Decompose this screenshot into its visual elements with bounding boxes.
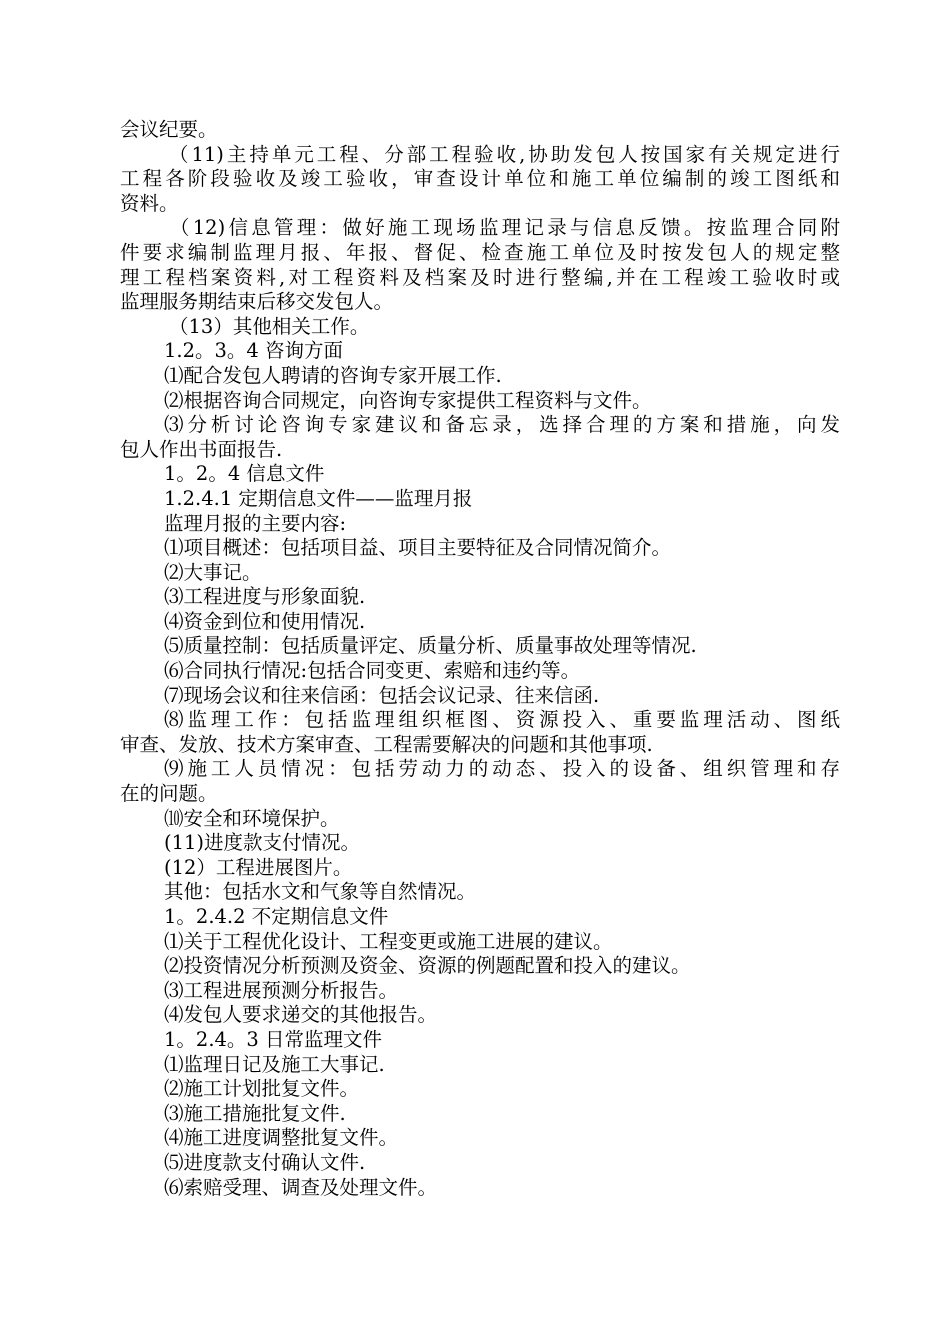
list-item: 包人作出书面报告. [120, 437, 283, 461]
list-item: ⑵施工计划批复文件。 [164, 1077, 360, 1101]
list-item: ⑻监理工作：包括监理组织框图、资源投入、重要监理活动、图纸 [164, 708, 840, 732]
paragraph-line: 工程各阶段验收及竣工验收，审查设计单位和施工单位编制的竣工图纸和 [120, 167, 840, 191]
list-item: ⑶工程进度与形象面貌. [164, 585, 366, 609]
paragraph-line: 其他：包括水文和气象等自然情况。 [164, 880, 477, 904]
list-item: ⑵投资情况分析预测及资金、资源的例题配置和投入的建议。 [164, 954, 691, 978]
list-item: 在的问题。 [120, 782, 218, 806]
paragraph-line: 资料。 [120, 191, 179, 215]
section-heading: 1。2.4。3 日常监理文件 [164, 1027, 383, 1051]
list-item: (12）工程进展图片。 [164, 855, 353, 879]
paragraph-line: 监理月报的主要内容: [164, 511, 347, 535]
list-item: ⑴配合发包人聘请的咨询专家开展工作. [164, 363, 502, 387]
list-item: ⑶施工措施批复文件. [164, 1101, 346, 1125]
list-item: ⑴项目概述：包括项目益、项目主要特征及合同情况简介。 [164, 536, 672, 560]
list-item: ⑹索赔受理、调查及处理文件。 [164, 1175, 438, 1199]
document-body [120, 118, 840, 1200]
list-item: ⑶分析讨论咨询专家建议和备忘录，选择合理的方案和措施，向发 [164, 413, 840, 437]
paragraph-line: 会议纪要。 [120, 118, 218, 141]
list-item: ⑷资金到位和使用情况. [164, 609, 366, 633]
list-item: ⑵大事记。 [164, 560, 262, 584]
list-item: ⑸进度款支付确认文件. [164, 1150, 366, 1174]
paragraph-line: （13）其他相关工作。 [169, 314, 370, 338]
section-heading: 1.2。3。4 咨询方面 [164, 339, 344, 363]
paragraph-line: 监理服务期结束后移交发包人。 [120, 290, 394, 314]
list-item: ⑷施工进度调整批复文件。 [164, 1126, 399, 1150]
list-item: ⑶工程进展预测分析报告。 [164, 978, 399, 1002]
list-item: ⑷发包人要求递交的其他报告。 [164, 1003, 438, 1027]
list-item: ⑹合同执行情况:包括合同变更、索赔和违约等。 [164, 659, 581, 683]
paragraph-line: （12)信息管理：做好施工现场监理记录与信息反馈。按监理合同附 [170, 216, 840, 240]
list-item: 审查、发放、技术方案审查、工程需要解决的问题和其他事项. [120, 732, 653, 756]
section-heading: 1。2.4.2 不定期信息文件 [164, 905, 389, 928]
section-heading: 1.2.4.1 定期信息文件——监理月报 [164, 486, 473, 510]
list-item: ⑸质量控制：包括质量评定、质量分析、质量事故处理等情况. [164, 634, 697, 658]
section-heading: 1。2。4 信息文件 [164, 462, 325, 486]
list-item: ⑺现场会议和往来信函：包括会议记录、往来信函. [164, 683, 600, 707]
paragraph-line: 件要求编制监理月报、年报、督促、检查施工单位及时按发包人的规定整 [120, 240, 840, 264]
list-item: ⑽安全和环境保护。 [164, 806, 340, 830]
list-item: ⑴关于工程优化设计、工程变更或施工进展的建议。 [164, 929, 613, 953]
list-item: ⑼施工人员情况：包括劳动力的动态、投入的设备、组织管理和存 [164, 757, 840, 781]
paragraph-line: 理工程档案资料,对工程资料及档案及时进行整编,并在工程竣工验收时或 [120, 265, 840, 289]
list-item: ⑴监理日记及施工大事记. [164, 1052, 385, 1076]
list-item: ⑵根据咨询合同规定，向咨询专家提供工程资料与文件。 [164, 388, 652, 412]
list-item: (11)进度款支付情况。 [164, 831, 361, 855]
paragraph-line: （11)主持单元工程、分部工程验收,协助发包人按国家有关规定进行 [169, 142, 840, 166]
